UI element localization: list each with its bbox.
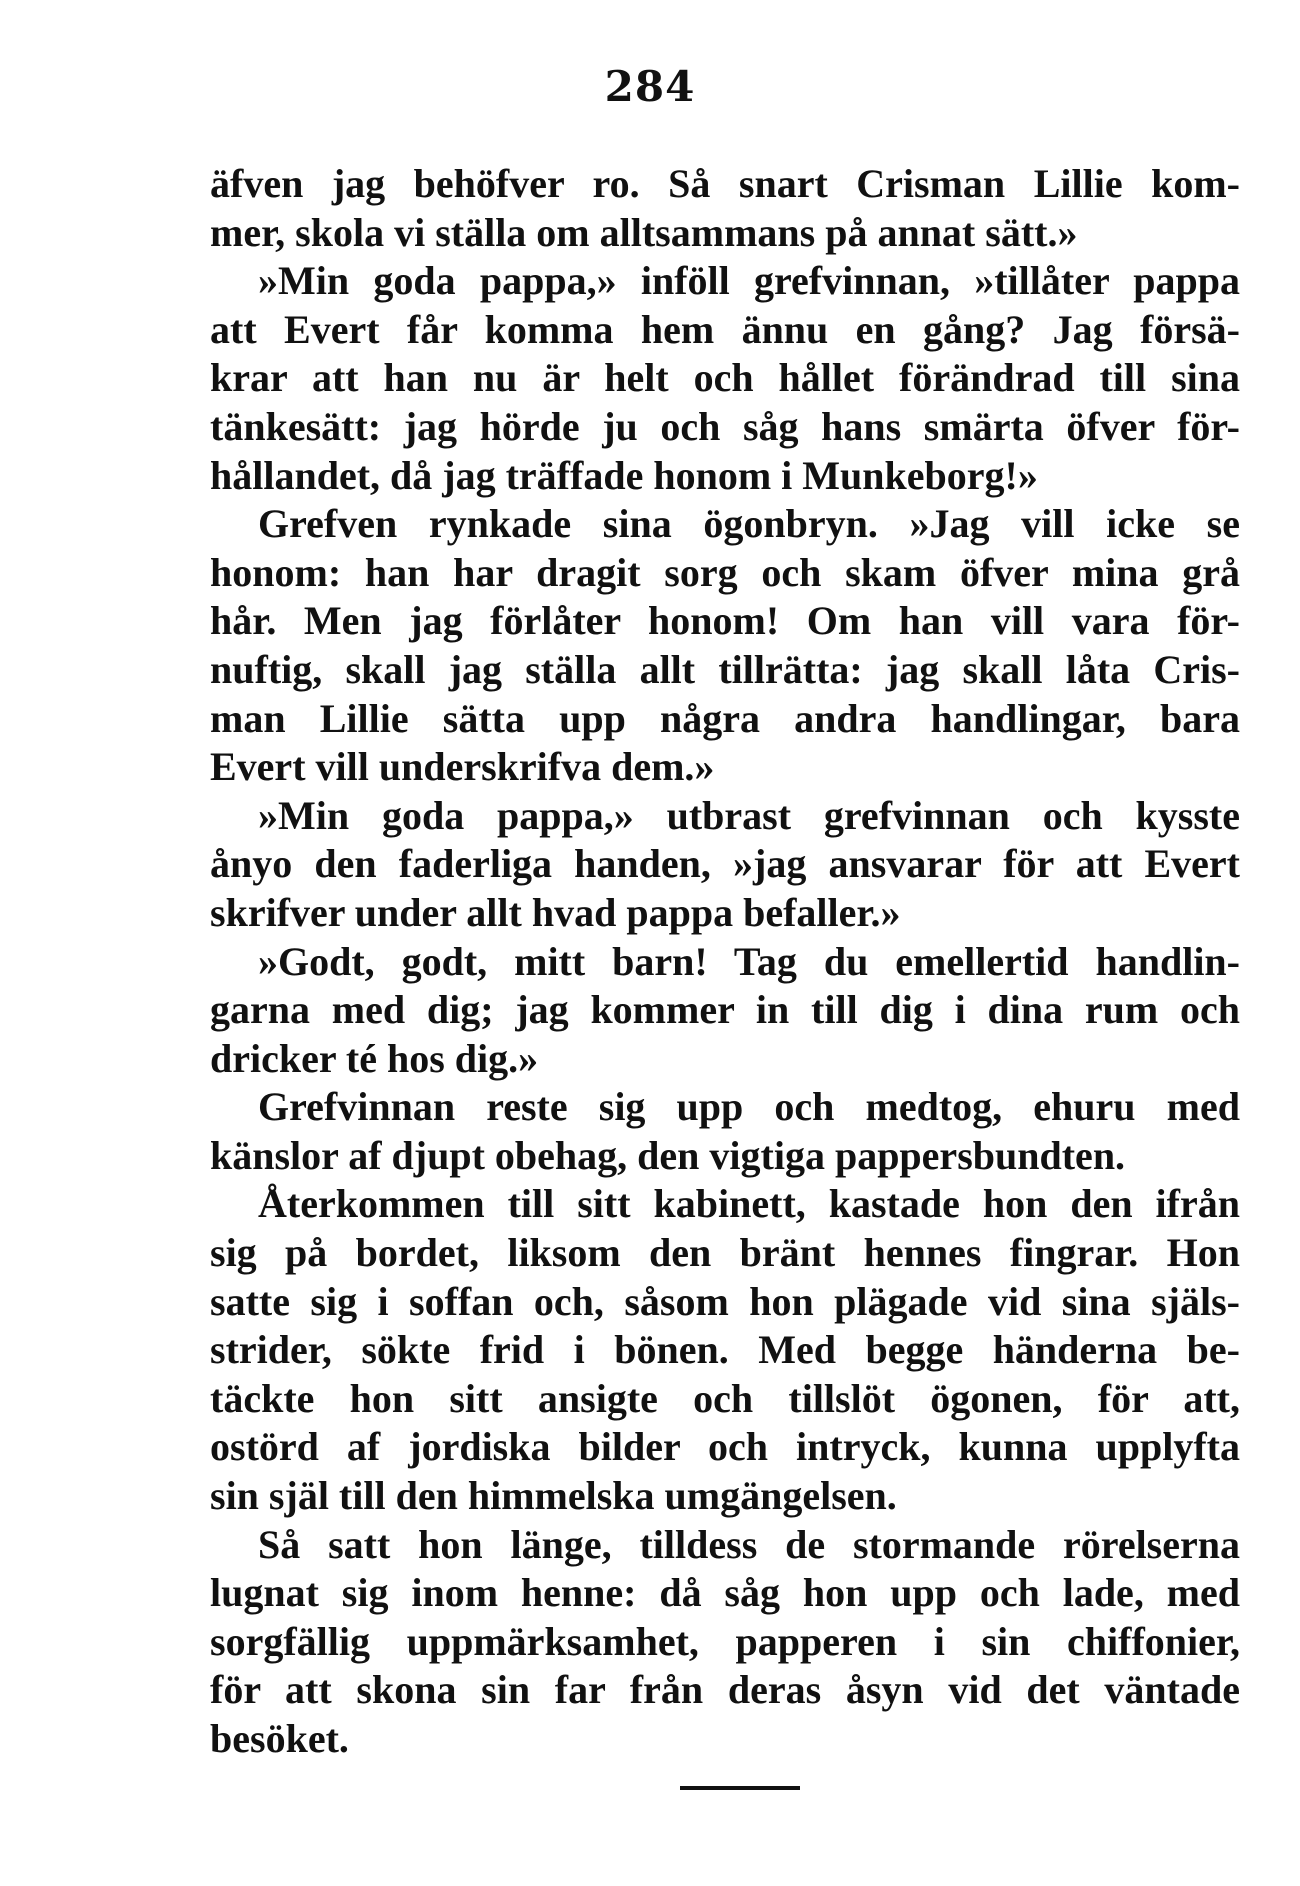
text-line: skrifver under allt hvad pappa befaller.» xyxy=(210,889,901,935)
text-line: mer, skola vi ställa om alltsammans på annat sätt.» xyxy=(210,209,1078,255)
text-line: sig på bordet, liksom den bränt hennes fingrar. Hon xyxy=(210,1230,1240,1276)
text-line: sorgfällig uppmärksamhet, papperen i sin chiffonier, xyxy=(210,1618,1240,1664)
text-line: »Min goda pappa,» inföll grefvinnan, »tillåter pappa xyxy=(258,258,1240,304)
text-line: hållandet, då jag träffade honom i Munkeborg!» xyxy=(210,452,1038,498)
body-text xyxy=(210,160,1240,1764)
page-number: 284 xyxy=(604,62,696,111)
text-line: strider, sökte frid i bönen. Med begge händerna be- xyxy=(210,1327,1240,1373)
text-line: äfven jag behöfver ro. Så snart Crisman Lillie kom- xyxy=(210,161,1240,206)
text-line: ostörd af jordiska bilder och intryck, kunna upplyfta xyxy=(210,1424,1240,1470)
text-line: nuftig, skall jag ställa allt tillrätta: jag skall låta Cris- xyxy=(210,646,1240,692)
end-rule xyxy=(680,1786,800,1790)
text-line: att Evert får komma hem ännu en gång? Jag försä- xyxy=(210,306,1240,352)
text-line: Så satt hon länge, tilldess de stormande rörelserna xyxy=(258,1521,1240,1567)
text-line: »Min goda pappa,» utbrast grefvinnan och kysste xyxy=(258,792,1240,838)
text-line: man Lillie sätta upp några andra handlingar, bara xyxy=(210,695,1240,741)
text-line: täckte hon sitt ansigte och tillslöt ögonen, för att, xyxy=(210,1375,1240,1421)
text-line: Grefven rynkade sina ögonbryn. »Jag vill icke se xyxy=(258,501,1240,547)
text-line: honom: han har dragit sorg och skam öfver mina grå xyxy=(210,549,1240,595)
text-line: Grefvinnan reste sig upp och medtog, ehuru med xyxy=(258,1084,1240,1130)
text-line: dricker té hos dig.» xyxy=(210,1035,539,1081)
text-line: sin själ till den himmelska umgängelsen. xyxy=(210,1473,897,1519)
text-line: krar att han nu är helt och hållet förändrad till sina xyxy=(210,355,1240,401)
text-line: Återkommen till sitt kabinett, kastade hon den ifrån xyxy=(258,1181,1240,1227)
text-line: garna med dig; jag kommer in till dig i dina rum och xyxy=(210,987,1240,1033)
text-line: hår. Men jag förlåter honom! Om han vill vara för- xyxy=(210,598,1240,644)
text-line: besöket. xyxy=(210,1716,349,1761)
text-line: satte sig i soffan och, såsom hon plägade vid sina själs- xyxy=(210,1278,1240,1324)
text-line: för att skona sin far från deras åsyn vid det väntade xyxy=(210,1667,1240,1713)
text-line: lugnat sig inom henne: då såg hon upp och lade, med xyxy=(210,1570,1240,1616)
text-line: tänkesätt: jag hörde ju och såg hans smärta öfver för- xyxy=(210,403,1240,449)
text-line: känslor af djupt obehag, den vigtiga pappersbundten. xyxy=(210,1132,1126,1178)
text-line: Evert vill underskrifva dem.» xyxy=(210,744,715,790)
text-line: »Godt, godt, mitt barn! Tag du emellertid handlin- xyxy=(258,938,1240,984)
text-line: ånyo den faderliga handen, »jag ansvarar för att Evert xyxy=(210,841,1240,887)
